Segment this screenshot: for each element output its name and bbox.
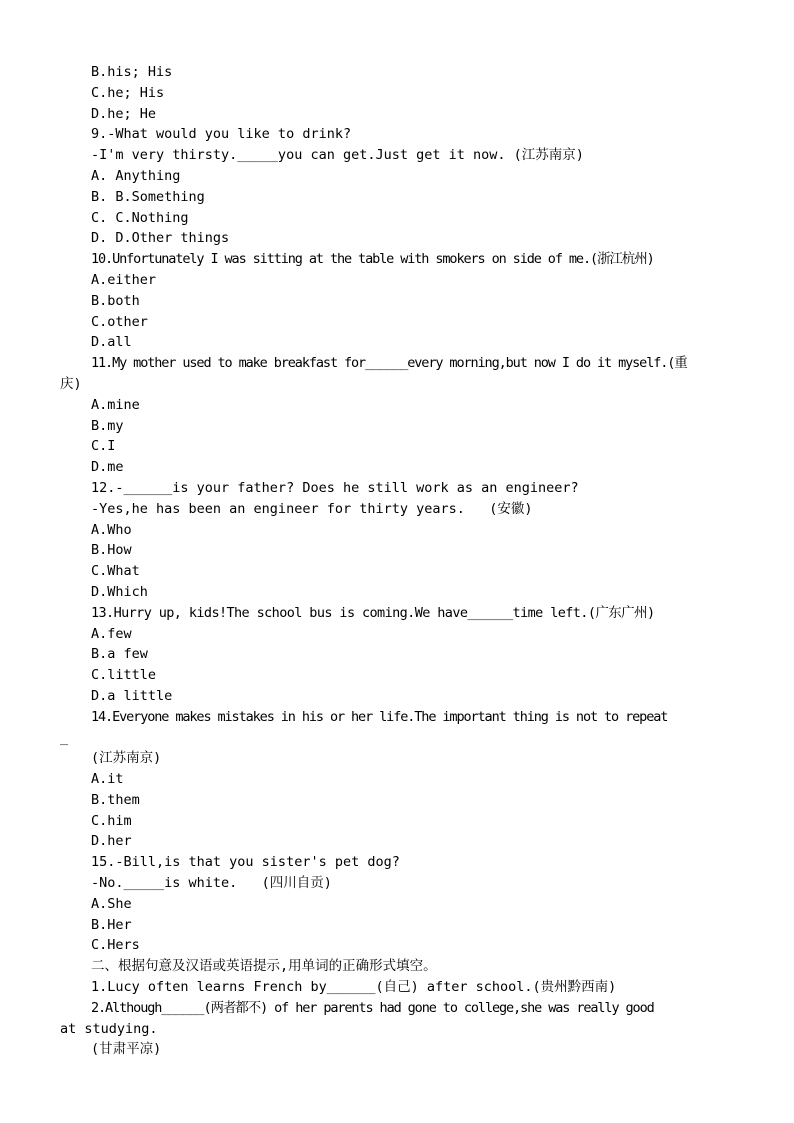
question-line: 10.Unfortunately I was sitting at the table with smokers on side of me.(浙江杭州) [91,251,654,268]
section-heading: 二、根据句意及汉语或英语提示,用单词的正确形式填空。 [91,958,437,975]
question-line: 11.My mother used to make breakfast for______every morning,but now I do it myself.(重 [91,355,687,372]
option-line: C.I [91,438,116,455]
option-line: B.both [91,292,140,309]
option-line: C.other [91,313,148,330]
option-line: B.his; His [91,64,173,80]
question-line: 13.Hurry up, kids!The school bus is coming.We have______time left.(广东广州) [91,604,655,621]
question-line: 12.-______is your father? Does he still work as an engineer? [91,479,579,496]
option-line: A. Anything [91,167,181,184]
option-line: D.all [91,334,132,351]
question-line: -No._____is white. (四川自贡) [91,875,332,892]
source-line: (甘肃平凉) [91,1041,162,1058]
option-line: C. C.Nothing [91,209,189,226]
option-line: B.my [91,417,124,434]
option-line: B.a few [91,646,148,663]
question-line: 1.Lucy often learns French by______(自己) after school.(贵州黔西南) [91,979,617,996]
option-line: B. B.Something [91,188,205,205]
option-line: A.either [91,271,157,288]
option-line: C.Hers [91,937,140,954]
option-line: C.little [91,667,157,684]
question-line: 14.Everyone makes mistakes in his or her life.The important thing is not to repeat [91,708,668,725]
option-line: C.him [91,812,132,829]
option-line: C.What [91,563,140,580]
question-line-continued: at studying. [60,1020,158,1037]
option-line: A.Who [91,521,132,538]
option-line: D.a little [91,687,173,704]
question-line: -Yes,he has been an engineer for thirty years. (安徽) [91,500,533,517]
option-line: C.he; His [91,84,165,101]
option-line: A.it [91,771,124,788]
question-line: -I'm very thirsty._____you can get.Just get it now. (江苏南京) [91,147,584,164]
question-line-continued: 庆) [60,375,82,392]
option-line: B.them [91,791,140,808]
option-line: B.How [91,542,132,559]
option-line: D.me [91,459,124,476]
question-line: 9.-What would you like to drink? [91,126,352,143]
option-line: A.mine [91,396,140,413]
option-line: D.he; He [91,105,157,122]
question-line-continued: _ [60,729,69,746]
option-line: A.few [91,625,132,642]
option-line: A.She [91,895,132,912]
option-line: D.her [91,833,132,850]
source-line: (江苏南京) [91,750,162,767]
option-line: D.Which [91,583,148,600]
document-page [0,62,794,1060]
option-line: B.Her [91,916,132,933]
option-line: D. D.Other things [91,230,230,247]
question-line: 2.Although______(两者都不) of her parents had gone to college,she was really good [91,999,654,1016]
question-line: 15.-Bill,is that you sister's pet dog? [91,854,400,871]
